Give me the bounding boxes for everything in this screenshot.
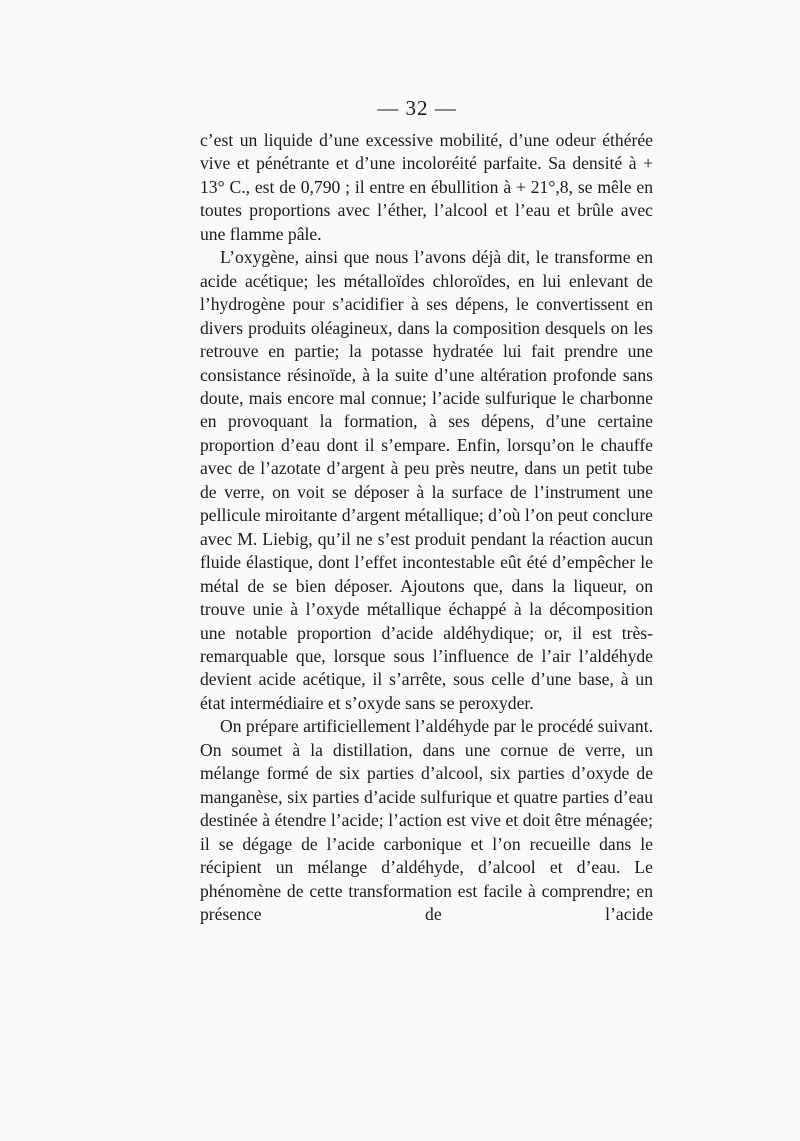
paragraph-3: On prépare artificiellement l’aldéhyde par le procédé suivant. On soumet à la distillation, dans une cornue de verre, un mélange formé de six parties d’alcool, six parties d’oxyde de manganèse, six parties d’acide sulfurique et quatre parties d’eau destinée à étendre l’acide; l’action est vive et doit être ménagée; il se dégage de l’acide carbonique et l’on recueille dans le récipient un mélange d’aldéhyde, d’alcool et d’eau. Le phénomène de cette transformation est facile à comprendre; en présence de l’acide bbox=[200, 716, 653, 924]
body-text bbox=[200, 129, 653, 926]
paragraph-1: c’est un liquide d’une excessive mobilité, d’une odeur éthérée vive et pénétrante et d’une incoloréité parfaite. Sa densité à + 13° C., est de 0,790 ; il entre en ébullition à + 21°,8, se mêle en toutes proportions avec l’éther, l’alcool et l’eau et brûle avec une flamme pâle. bbox=[200, 130, 653, 244]
paragraph-2: L’oxygène, ainsi que nous l’avons déjà dit, le transforme en acide acétique; les métalloïdes chloroïdes, en lui enlevant de l’hydrogène pour s’acidifier à ses dépens, le convertissent en divers produits oléagineux, dans la composition desquels on les retrouve en partie; la potasse hydratée lui fait prendre une consistance résinoïde, à la suite d’une altération profonde sans doute, mais encore mal connue; l’acide sulfurique le charbonne en provoquant la formation, à ses dépens, d’une certaine proportion d’eau dont il s’empare. Enfin, lorsqu’on le chauffe avec de l’azotate d’argent à peu près neutre, dans un petit tube de verre, on voit se déposer à la surface de l’instrument une pellicule miroitante d’argent métallique; d’où l’on peut conclure avec M. Liebig, qu’il ne s’est produit pendant la réaction aucun fluide élastique, dont l’effet incontestable eût été d’empêcher le métal de se bien déposer. Ajoutons que, dans la liqueur, on trouve unie à l’oxyde métallique échappé à la décomposition une notable proportion d’acide aldéhydique; or, il est très-remarquable que, lorsque sous l’influence de l’air l’aldéhyde devient acide acétique, il s’arrête, sous celle d’une base, à un état intermédiaire et s’oxyde sans se peroxyder. bbox=[200, 247, 653, 713]
page-number: — 32 — bbox=[377, 96, 457, 120]
